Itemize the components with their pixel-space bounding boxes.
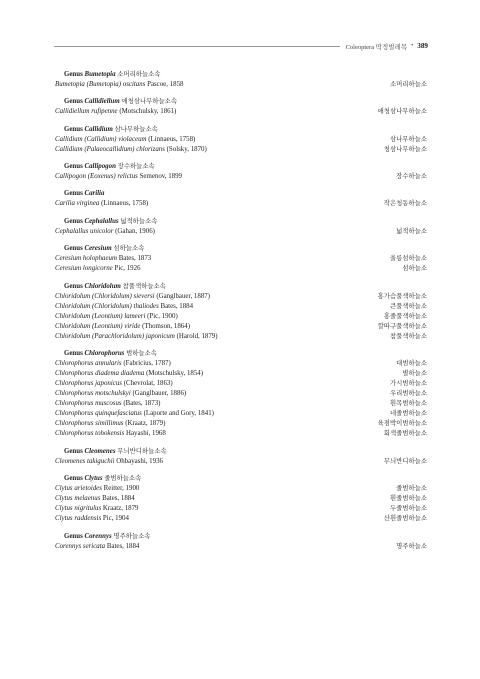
species-genus: Chloridolum xyxy=(55,292,91,300)
species-korean-name: 깔따구풀색하늘소 xyxy=(377,322,427,330)
species-row xyxy=(55,389,427,399)
genus-name: Ceresium xyxy=(84,245,112,253)
species-korean-name: 섬하늘소 xyxy=(402,265,427,273)
species-scientific-name xyxy=(55,359,171,369)
species-genus: Bumetopia xyxy=(55,81,85,88)
genus-block xyxy=(55,125,427,155)
genus-label: Genus xyxy=(64,532,83,540)
species-epithet: nigritulus xyxy=(74,505,102,513)
species-author: Kraatz, 1879 xyxy=(102,505,139,513)
header-rule xyxy=(54,46,340,47)
genus-heading xyxy=(55,349,427,359)
species-korean-name: 흰목범하늘소 xyxy=(389,400,427,408)
species-scientific-name xyxy=(55,227,155,237)
species-scientific-name xyxy=(55,302,193,312)
species-korean-name: 무늬반디하늘소 xyxy=(383,457,427,465)
species-scientific-name xyxy=(55,264,141,274)
species-genus: Chloridolum xyxy=(55,312,91,320)
species-genus: Chlorophorus xyxy=(55,380,94,388)
species-scientific-name xyxy=(55,254,151,264)
species-row xyxy=(55,302,427,312)
species-epithet: oscitans xyxy=(122,81,146,88)
species-epithet: japonicum xyxy=(145,332,175,340)
species-subgenus: (Leontium) xyxy=(91,312,123,320)
species-scientific-name xyxy=(55,514,129,524)
species-author: Pascoe, 1858 xyxy=(147,81,184,88)
species-genus: Ceresium xyxy=(55,265,82,273)
species-epithet: rufipenne xyxy=(91,108,118,116)
species-scientific-name xyxy=(55,484,139,494)
genus-name: Chlorophorus xyxy=(84,350,125,358)
species-epithet: sericata xyxy=(82,542,106,550)
species-epithet: quinquefasciatus xyxy=(95,410,142,418)
species-genus: Chloridolum xyxy=(55,332,91,340)
species-genus: Cephalallus xyxy=(55,227,89,235)
species-korean-name: 소머리하늘소 xyxy=(389,81,427,88)
species-row xyxy=(55,409,427,419)
genus-block xyxy=(55,447,427,467)
species-row xyxy=(55,484,427,494)
genus-heading xyxy=(55,282,427,292)
species-scientific-name xyxy=(55,457,163,467)
species-genus: Carilia xyxy=(55,200,75,208)
species-genus: Clytus xyxy=(55,505,73,513)
running-header xyxy=(54,40,428,52)
species-row xyxy=(55,429,427,439)
genus-korean-name: 범하늘소속 xyxy=(126,350,157,358)
genus-korean-name: 명주하늘소속 xyxy=(113,532,151,540)
species-author: (Kraatz, 1879) xyxy=(125,420,166,428)
species-scientific-name xyxy=(55,135,195,145)
species-korean-name: 장수하늘소 xyxy=(396,173,427,181)
species-scientific-name xyxy=(55,369,203,379)
species-row xyxy=(55,135,427,145)
species-epithet: chlorizans xyxy=(136,145,165,153)
species-author: (Linnaeus, 1758) xyxy=(101,200,149,208)
genus-label: Genus xyxy=(64,190,83,198)
genus-heading xyxy=(55,474,427,484)
species-row xyxy=(55,264,427,274)
genus-label: Genus xyxy=(64,163,83,171)
species-genus: Clytus xyxy=(55,515,73,523)
species-subgenus: (Chloridolum) xyxy=(91,302,132,310)
species-row xyxy=(55,457,427,467)
genus-label: Genus xyxy=(64,245,83,253)
genus-block xyxy=(55,97,427,117)
species-epithet: japonicus xyxy=(95,380,122,388)
species-author: Bates, 1884 xyxy=(106,542,140,550)
species-genus: Callidium xyxy=(55,145,83,153)
species-genus: Chlorophorus xyxy=(55,420,94,428)
species-epithet: longicorne xyxy=(82,265,113,273)
species-scientific-name xyxy=(55,494,135,504)
species-korean-name: 육점박이범하늘소 xyxy=(377,420,427,428)
species-genus: Callidium xyxy=(55,135,83,143)
species-korean-name: 산흰줄범하늘소 xyxy=(383,515,427,523)
species-row xyxy=(55,292,427,302)
species-row xyxy=(55,107,427,117)
species-author: Bates, 1884 xyxy=(160,302,194,310)
species-row xyxy=(55,379,427,389)
species-row xyxy=(55,312,427,322)
genus-korean-name: 넓적하늘소속 xyxy=(120,217,158,225)
genus-korean-name: 소머리하늘소속 xyxy=(117,71,161,78)
genus-name: Corennys xyxy=(84,532,112,540)
species-korean-name: 홍가슴풀색하늘소 xyxy=(377,292,427,300)
genus-heading xyxy=(55,125,427,135)
species-korean-name: 가시범하늘소 xyxy=(389,380,427,388)
species-author: (Ganglbauer, 1887) xyxy=(156,292,211,300)
species-epithet: holophaeum xyxy=(82,255,117,263)
species-row xyxy=(55,80,427,90)
species-epithet: thaliodes xyxy=(133,302,159,310)
species-author: (Laporte and Gory, 1841) xyxy=(143,410,214,418)
genus-heading xyxy=(55,162,427,172)
species-scientific-name xyxy=(55,379,173,389)
genus-label: Genus xyxy=(64,71,83,78)
species-scientific-name xyxy=(55,409,214,419)
species-epithet: diadema diadema xyxy=(95,370,145,378)
species-epithet: violaceum xyxy=(118,135,147,143)
genus-heading xyxy=(55,97,427,107)
header-bullet: • xyxy=(411,43,414,49)
genus-heading xyxy=(55,532,427,542)
genus-name: Callipogon xyxy=(84,163,116,171)
species-row xyxy=(55,199,427,209)
species-korean-name: 울릉섬하늘소 xyxy=(389,255,427,263)
genus-name: Cleomenes xyxy=(84,447,116,455)
species-author: Pic, 1904 xyxy=(102,515,129,523)
genus-name: Carilia xyxy=(84,190,105,198)
species-scientific-name xyxy=(55,322,190,332)
species-scientific-name xyxy=(55,504,139,514)
species-author: Ohbayashi, 1936 xyxy=(116,457,163,465)
species-genus: Chlorophorus xyxy=(55,410,94,418)
species-subgenus: (Bumetopia) xyxy=(86,81,122,88)
species-korean-name: 회색줄범하늘소 xyxy=(383,430,427,438)
species-genus: Chlorophorus xyxy=(55,430,94,438)
species-genus: Ceresium xyxy=(55,255,82,263)
species-scientific-name xyxy=(55,389,186,399)
species-row xyxy=(55,332,427,342)
genus-korean-name: 줄범하늘소속 xyxy=(104,475,142,483)
species-author: Semenov, 1899 xyxy=(139,173,183,181)
genus-name: Cephalallus xyxy=(84,217,119,225)
species-korean-name: 흰줄범하늘소 xyxy=(389,495,427,503)
species-author: (Solsky, 1870) xyxy=(166,145,207,153)
species-korean-name: 명주하늘소 xyxy=(396,542,427,550)
species-scientific-name xyxy=(55,542,139,552)
species-scientific-name xyxy=(55,145,207,155)
genus-heading xyxy=(55,244,427,254)
genus-name: Chloridolum xyxy=(84,282,121,290)
species-korean-name: 두줄범하늘소 xyxy=(389,505,427,513)
species-korean-name: 작은청동하늘소 xyxy=(383,200,427,208)
genus-label: Genus xyxy=(64,217,83,225)
species-row xyxy=(55,172,427,182)
genus-heading xyxy=(55,189,427,199)
genus-block xyxy=(55,474,427,524)
running-title: Coleoptera 딱정벌레목 xyxy=(345,43,408,51)
genus-korean-name: 장수하늘소속 xyxy=(117,163,155,171)
species-subgenus: (Palaeocallidium) xyxy=(84,145,135,153)
species-scientific-name xyxy=(55,107,176,117)
genus-block xyxy=(55,244,427,274)
species-author: (Gahan, 1906) xyxy=(115,227,155,235)
species-epithet: muscosus xyxy=(95,400,122,408)
species-scientific-name xyxy=(55,332,218,342)
species-korean-name: 줄범하늘소 xyxy=(396,485,427,493)
species-epithet: relictus xyxy=(117,173,138,181)
species-author: Hayashi, 1968 xyxy=(125,430,166,438)
species-genus: Callidiellum xyxy=(55,108,90,116)
taxon-list xyxy=(55,70,427,559)
species-subgenus: (Callidium) xyxy=(84,135,117,143)
genus-label: Genus xyxy=(64,282,83,290)
species-scientific-name xyxy=(55,292,210,302)
species-row xyxy=(55,399,427,409)
species-epithet: sieversi xyxy=(133,292,155,300)
species-author: (Chevrolat, 1863) xyxy=(123,380,173,388)
genus-block xyxy=(55,282,427,342)
species-author: (Motschulsky, 1861) xyxy=(119,108,177,116)
genus-heading xyxy=(55,447,427,457)
species-genus: Cleomenes xyxy=(55,457,86,465)
species-genus: Chloridolum xyxy=(55,302,91,310)
species-author: (Harold, 1879) xyxy=(176,332,218,340)
species-epithet: motschulskyi xyxy=(95,390,131,398)
species-row xyxy=(55,369,427,379)
species-scientific-name xyxy=(55,429,166,439)
genus-korean-name: 섬하늘소속 xyxy=(113,245,145,253)
species-author: Reitter, 1900 xyxy=(103,485,140,493)
species-row xyxy=(55,504,427,514)
genus-label: Genus xyxy=(64,98,83,106)
species-scientific-name xyxy=(55,172,182,182)
species-row xyxy=(55,227,427,237)
species-row xyxy=(55,145,427,155)
species-genus: Chlorophorus xyxy=(55,400,94,408)
species-scientific-name xyxy=(55,399,160,409)
species-scientific-name xyxy=(55,419,165,429)
genus-korean-name: 삼나무하늘소속 xyxy=(114,125,158,133)
species-korean-name: 대범하늘소 xyxy=(396,360,427,368)
species-korean-name: 참풀색하늘소 xyxy=(389,332,427,340)
species-row xyxy=(55,359,427,369)
species-row xyxy=(55,322,427,332)
species-epithet: annularis xyxy=(95,360,122,368)
genus-name: Clytus xyxy=(84,475,103,483)
genus-label: Genus xyxy=(64,125,83,133)
species-genus: Callipogon xyxy=(55,173,87,181)
species-korean-name: 삼나무하늘소 xyxy=(389,135,427,143)
species-korean-name: 애청삼나무하늘소 xyxy=(377,108,427,116)
species-subgenus: (Eoxenus) xyxy=(87,173,116,181)
species-row xyxy=(55,419,427,429)
species-author: (Linnaeus, 1758) xyxy=(148,135,196,143)
species-scientific-name xyxy=(55,80,183,90)
species-author: (Fabricius, 1787) xyxy=(123,360,171,368)
species-row xyxy=(55,494,427,504)
genus-korean-name: 참풀색하늘소속 xyxy=(122,282,166,290)
species-author: (Thomson, 1864) xyxy=(142,322,190,330)
genus-label: Genus xyxy=(64,447,83,455)
genus-block xyxy=(55,349,427,439)
species-epithet: takiguchii xyxy=(86,457,115,465)
species-subgenus: (Leontium) xyxy=(91,322,123,330)
species-epithet: viride xyxy=(124,322,141,330)
species-genus: Chlorophorus xyxy=(55,370,94,378)
species-epithet: unicolor xyxy=(90,227,114,235)
species-korean-name: 별하늘소 xyxy=(402,370,427,378)
species-scientific-name xyxy=(55,199,148,209)
species-epithet: tohokensis xyxy=(95,430,125,438)
species-genus: Chloridolum xyxy=(55,322,91,330)
genus-korean-name: 무늬반디하늘소속 xyxy=(117,447,167,455)
species-subgenus: (Parachloridolum) xyxy=(91,332,145,340)
species-author: (Bates, 1873) xyxy=(123,400,161,408)
genus-block xyxy=(55,70,427,90)
species-genus: Clytus xyxy=(55,485,73,493)
species-subgenus: (Chloridolum) xyxy=(91,292,132,300)
species-author: (Pic, 1900) xyxy=(147,312,178,320)
species-epithet: simillimus xyxy=(95,420,124,428)
species-korean-name: 우리범하늘소 xyxy=(389,390,427,398)
genus-name: Callidium xyxy=(84,125,113,133)
genus-block xyxy=(55,189,427,209)
species-epithet: arietoides xyxy=(74,485,102,493)
species-genus: Clytus xyxy=(55,495,73,503)
genus-name: Bumetopia xyxy=(84,71,116,78)
genus-label: Genus xyxy=(64,475,83,483)
genus-heading xyxy=(55,70,427,80)
species-genus: Corennys xyxy=(55,542,82,550)
species-genus: Chlorophorus xyxy=(55,360,94,368)
species-row xyxy=(55,514,427,524)
species-korean-name: 넓적하늘소 xyxy=(396,227,427,235)
species-author: Pic, 1926 xyxy=(114,265,141,273)
species-korean-name: 청삼나무하늘소 xyxy=(383,145,427,153)
species-korean-name: 홍줄풀색하늘소 xyxy=(383,312,427,320)
species-epithet: melaenus xyxy=(74,495,101,503)
species-author: (Motschulsky, 1854) xyxy=(146,370,204,378)
species-genus: Chlorophorus xyxy=(55,390,94,398)
species-epithet: virginea xyxy=(76,200,100,208)
species-row xyxy=(55,254,427,264)
genus-label: Genus xyxy=(64,350,83,358)
species-epithet: lameeri xyxy=(124,312,146,320)
genus-block xyxy=(55,532,427,552)
species-author: Bates, 1884 xyxy=(102,495,135,503)
genus-name: Callidiellum xyxy=(84,98,120,106)
genus-block xyxy=(55,162,427,182)
page-number: 389 xyxy=(417,42,428,50)
genus-heading xyxy=(55,217,427,227)
species-scientific-name xyxy=(55,312,178,322)
genus-block xyxy=(55,217,427,237)
species-korean-name: 큰풀색하늘소 xyxy=(389,302,427,310)
species-row xyxy=(55,542,427,552)
species-korean-name: 네줄범하늘소 xyxy=(389,410,427,418)
species-author: Bates, 1873 xyxy=(118,255,152,263)
species-author: (Ganglbauer, 1886) xyxy=(132,390,187,398)
species-epithet: raddensis xyxy=(74,515,102,523)
genus-korean-name: 애청삼나무하늘소속 xyxy=(121,98,178,106)
